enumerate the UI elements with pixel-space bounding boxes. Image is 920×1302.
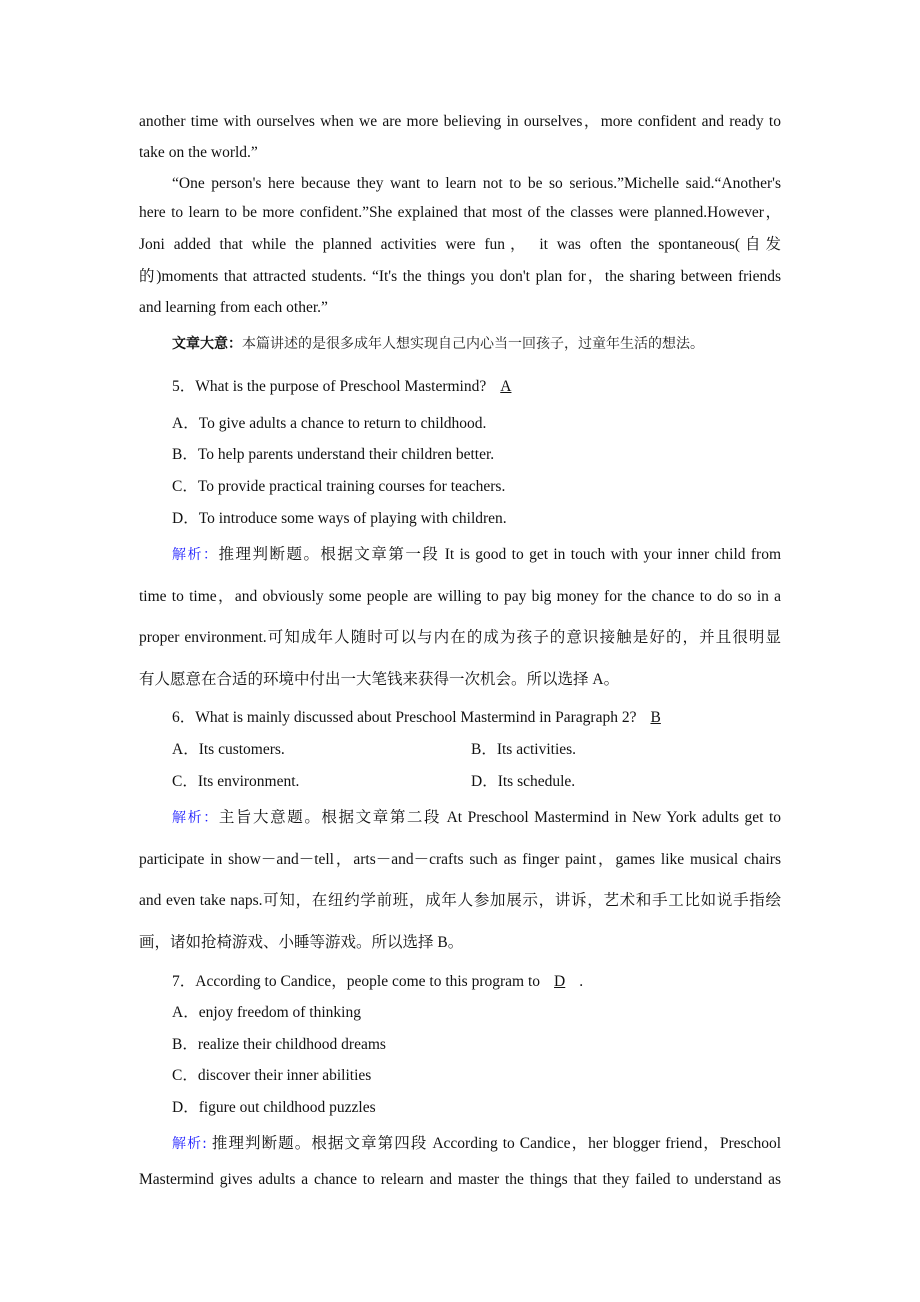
text-line: 的)moments that attracted students. “It's the things you don't plan for，the sharing between friends <box>139 268 781 285</box>
analysis-line <box>172 808 781 828</box>
answer-blank: A <box>500 378 512 395</box>
text-line: Joni added that while the planned activities were fun， it was often the spontaneous(自发 <box>139 236 781 253</box>
option-c: C．discover their inner abilities <box>172 1067 372 1084</box>
option-b: B．Its activities. <box>471 741 577 758</box>
analysis-line: 有人愿意在合适的环境中付出一大笔钱来获得一次机会。所以选择 A。 <box>139 671 620 688</box>
text-line: “One person's here because they want to learn not to be so serious.”Michelle said.“Another's <box>172 175 781 192</box>
text-line: another time with ourselves when we are more believing in ourselves，more confident and ready to <box>139 113 781 130</box>
option-c: C．Its environment. <box>172 773 300 790</box>
analysis-label: 解析： <box>172 810 219 826</box>
option-d: D．To introduce some ways of playing with children. <box>172 510 507 527</box>
option-a: A．To give adults a chance to return to childhood. <box>172 415 487 432</box>
option-d: D．Its schedule. <box>471 773 576 790</box>
analysis-text: 推理判断题。根据文章第四段 According to Candice，her blogger friend，Preschool <box>211 1135 782 1152</box>
summary <box>172 334 781 354</box>
analysis-text: 推理判断题。根据文章第一段 It is good to get in touch with your inner child from <box>218 546 782 563</box>
text-line: take on the world.” <box>139 144 258 161</box>
analysis-label: 解析： <box>172 547 219 563</box>
analysis-line: and even take naps.可知，在纽约学前班，成年人参加展示，讲诉，艺术和手工比如说手指绘 <box>139 892 781 909</box>
option-b: B．To help parents understand their children better. <box>172 446 495 463</box>
answer-blank: B <box>650 709 661 726</box>
analysis-line: proper environment.可知成年人随时可以与内在的成为孩子的意识接触是好的，并且很明显 <box>139 629 781 646</box>
option-a: A．enjoy freedom of thinking <box>172 1004 361 1021</box>
stem-end: . <box>579 973 584 990</box>
summary-label: 文章大意： <box>172 336 242 352</box>
stem-text: 7．According to Candice，people come to this program to <box>172 973 541 990</box>
option-b: B．realize their childhood dreams <box>172 1036 386 1053</box>
analysis-text: 主旨大意题。根据文章第二段 At Preschool Mastermind in New York adults get to <box>218 809 782 826</box>
analysis-line: 画，诸如抢椅游戏、小睡等游戏。所以选择 B。 <box>139 934 464 951</box>
question-stem <box>172 972 781 992</box>
question-stem <box>172 708 781 728</box>
option-a: A．Its customers. <box>172 741 285 758</box>
answer-blank: D <box>554 973 566 990</box>
question-stem <box>172 377 781 397</box>
analysis-line: Mastermind gives adults a chance to relearn and master the things that they failed to understand as <box>139 1171 781 1188</box>
analysis-label: 解析: <box>172 1136 207 1152</box>
option-d: D．figure out childhood puzzles <box>172 1099 376 1116</box>
text-line: and learning from each other.” <box>139 299 328 316</box>
analysis-line <box>172 1134 781 1154</box>
analysis-line <box>172 545 781 565</box>
option-c: C．To provide practical training courses for teachers. <box>172 478 506 495</box>
stem-text: 5．What is the purpose of Preschool Mastermind? <box>172 378 487 395</box>
analysis-line: participate in show－and－tell，arts－and－crafts such as finger paint，games like musical chairs <box>139 851 781 868</box>
text-line: here to learn to be more confident.”She explained that most of the classes were planned.However， <box>139 204 781 221</box>
stem-text: 6．What is mainly discussed about Preschool Mastermind in Paragraph 2? <box>172 709 637 726</box>
analysis-line: time to time，and obviously some people are willing to pay big money for the chance to do so in a <box>139 588 781 605</box>
summary-text: 本篇讲述的是很多成年人想实现自己内心当一回孩子，过童年生活的想法。 <box>242 336 704 352</box>
